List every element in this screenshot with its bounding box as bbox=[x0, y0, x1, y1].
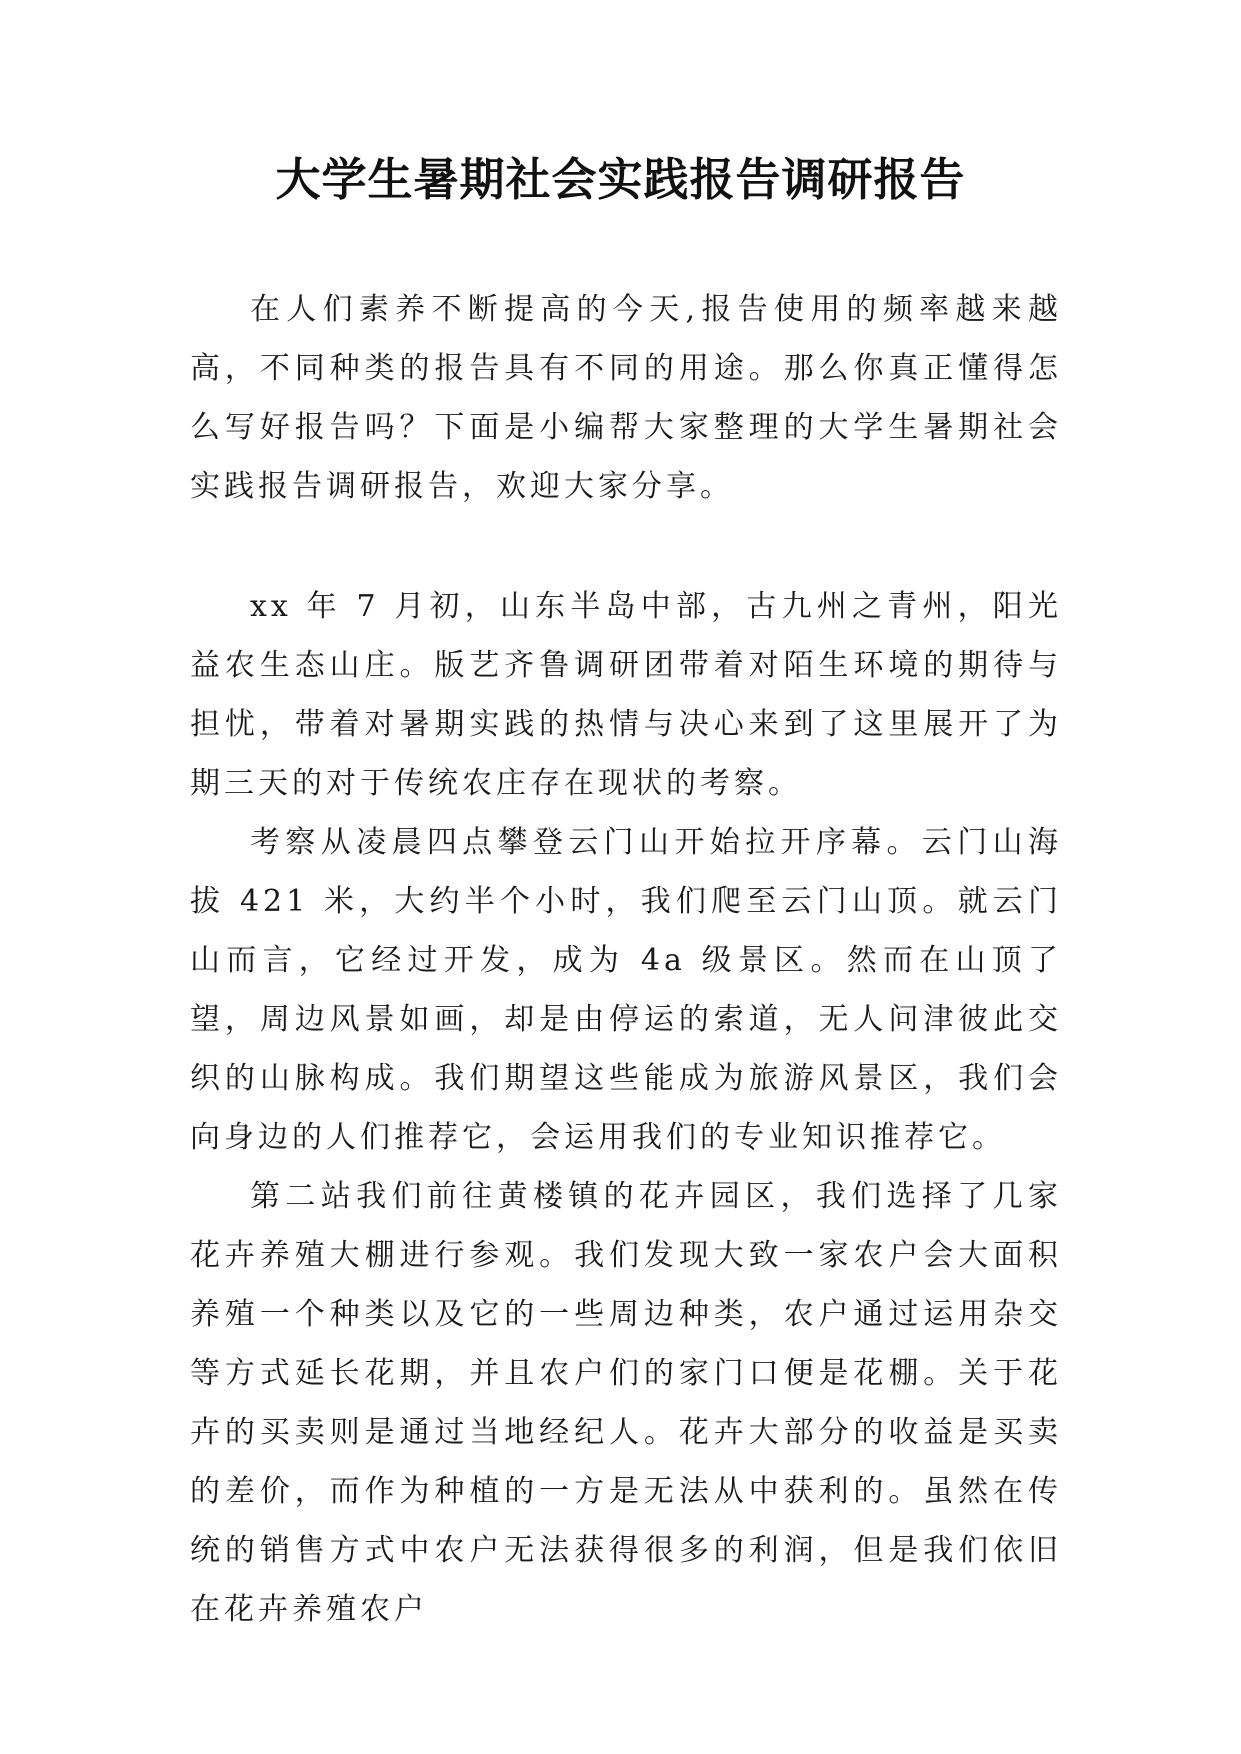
body-paragraph-1: xx 年 7 月初，山东半岛中部，古九州之青州，阳光益农生态山庄。版艺齐鲁调研团带着对陌生环境的期待与担忧，带着对暑期实践的热情与决心来到了这里展开了为期三天的对于传统农庄存在现状的考察。 bbox=[190, 589, 1062, 801]
report-body bbox=[190, 577, 1062, 1639]
intro-paragraph: 在人们素养不断提高的今天,报告使用的频率越来越高，不同种类的报告具有不同的用途。那么你真正懂得怎么写好报告吗？下面是小编帮大家整理的大学生暑期社会实践报告调研报告，欢迎大家分享。 bbox=[190, 292, 1062, 504]
document-title: 大学生暑期社会实践报告调研报告 bbox=[275, 153, 966, 206]
body-paragraph-2: 考察从凌晨四点攀登云门山开始拉开序幕。云门山海拔 421 米，大约半个小时，我们爬至云门山顶。就云门山而言，它经过开发，成为 4a 级景区。然而在山顶了望，周边风景如画，却是由停运的索道，无人问津彼此交织的山脉构成。我们期望这些能成为旅游风景区，我们会向身边的人们推荐它，会运用我们的专业知识推荐它。 bbox=[190, 825, 1062, 1155]
body-paragraph-3: 第二站我们前往黄楼镇的花卉园区，我们选择了几家花卉养殖大棚进行参观。我们发现大致一家农户会大面积养殖一个种类以及它的一些周边种类，农户通过运用杂交等方式延长花期，并且农户们的家门口便是花棚。关于花卉的买卖则是通过当地经纪人。花卉大部分的收益是买卖的差价，而作为种植的一方是无法从中获利的。虽然在传统的销售方式中农户无法获得很多的利润，但是我们依旧在花卉养殖农户 bbox=[190, 1179, 1062, 1627]
intro-section bbox=[190, 280, 1062, 516]
